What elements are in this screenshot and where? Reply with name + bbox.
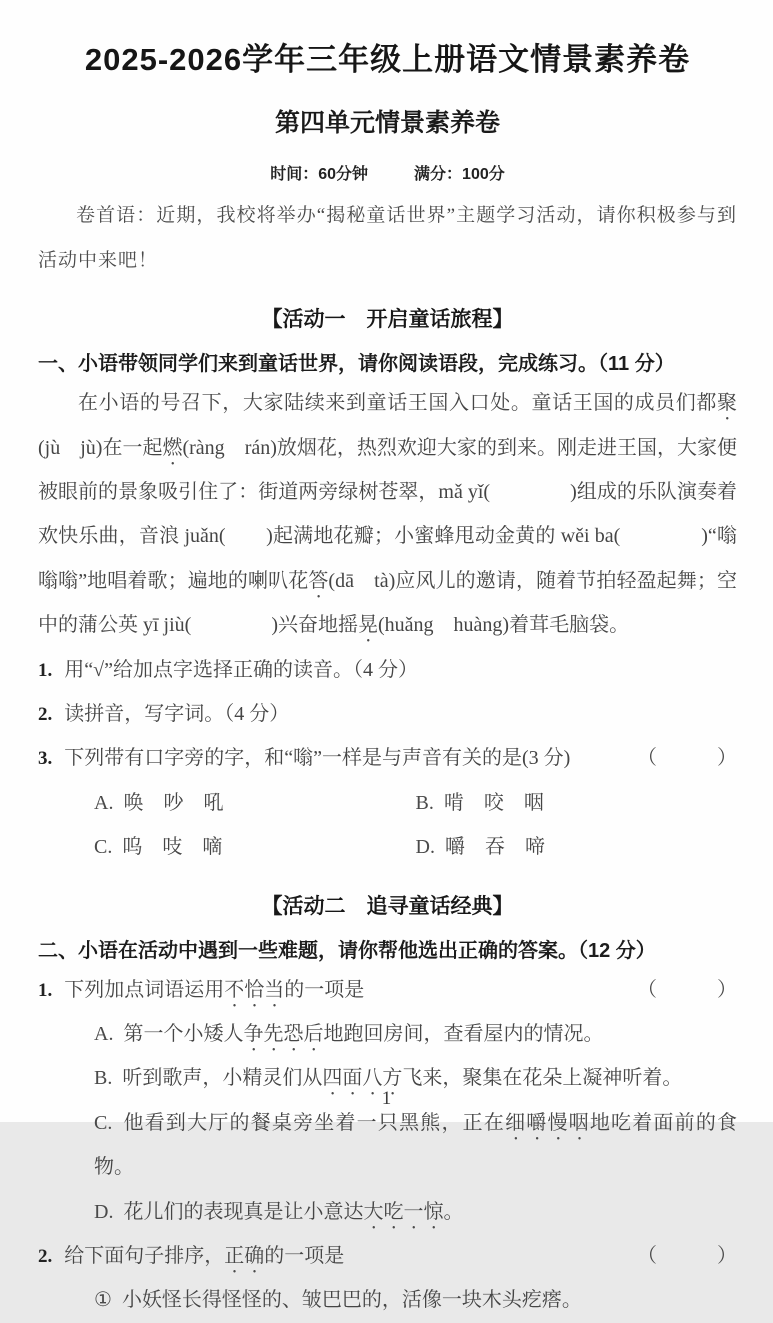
option-text: 听到歌声，小精灵们从四面八方飞来，聚集在花朵上凝神听着。 [122,1067,683,1090]
option-text: 嚼 吞 啼 [444,836,545,859]
sequence-label: ① [94,1289,112,1312]
option-label: C. [94,1111,113,1134]
sequence-item-1 [38,1278,737,1322]
option-label: D. [415,836,435,859]
option-label: D. [94,1200,114,1223]
question-1-3-options [38,781,737,870]
option-text: 唤 吵 吼 [123,791,224,814]
option-b [416,781,738,825]
option-label: A. [94,791,114,814]
question-1-2 [38,692,737,736]
full-score-label: 满分：100分 [414,166,505,183]
activity2-heading: 【活动二 追寻童话经典】 [261,894,514,918]
section2-title: 二、小语在活动中遇到一些难题，请你帮他选出正确的答案。（12 分） [38,939,656,962]
question-1-1 [38,648,737,692]
question-number: 3. [38,748,53,770]
option-text: 他看到大厅的餐桌旁坐着一只黑熊，正在细嚼慢咽地吃着面前的食物。 [94,1111,738,1179]
option-text: 啃 咬 咽 [443,791,544,814]
question-2-2 [38,1234,737,1278]
option-label: A. [94,1022,114,1045]
question-text: 给下面句子排序，正确的一项是 [64,1244,345,1267]
answer-bracket: （ ） [637,747,737,770]
question-number: 2. [38,704,53,726]
question-number: 1. [38,979,53,1001]
question-number: 1. [38,659,53,681]
option-c [38,1101,737,1190]
option-label: B. [415,791,434,814]
option-c [94,825,416,869]
question-text: 用“√”给加点字选择正确的读音。（4 分） [64,658,418,681]
option-text: 呜 吱 嘀 [122,836,223,859]
answer-bracket: （ ） [637,978,737,1001]
question-number: 2. [38,1245,53,1267]
question-2-1 [38,968,737,1012]
question-text: 下列加点词语运用不恰当的一项是 [64,978,365,1001]
page-number: 1 [381,1088,392,1109]
time-limit-label: 时间：60分钟 [270,166,369,183]
option-d [38,1190,737,1234]
exam-meta [38,161,737,184]
option-label: B. [94,1067,113,1090]
reading-passage: 在小语的号召下，大家陆续来到童话王国入口处。童话王国的成员们都聚(jù jù)在一起燃(ràng rán)放烟花，热烈欢迎大家的到来。刚走进王国，大家便被眼前的景象吸引住了：街道两旁绿树苍翠，mǎ yǐ( )组成的乐队演奏着欢快乐曲，音浪 juǎn( )起满地花瓣；小蜜蜂甩动金黄的 wěi ba( )“嗡嗡嗡”地唱着歌；遍地的喇叭花答(dā tà)应风儿的邀请，随着节拍轻盈起舞；空中的蒲公英 yī jiù( )兴奋地摇晃(huǎng huàng)着茸毛脑袋。 [38,392,738,637]
question-text: 读拼音，写字词。（4 分） [64,703,290,726]
option-text: 花儿们的表现真是让小意达大吃一惊。 [123,1200,464,1223]
exam-foreword: 卷首语：近期，我校将举办“揭秘童话世界”主题学习活动，请你积极参与到活动中来吧！ [38,205,737,271]
option-a [94,781,416,825]
sequence-text: 小妖怪长得怪怪的、皱巴巴的，活像一块木头疙瘩。 [121,1289,582,1312]
activity1-heading: 【活动一 开启童话旅程】 [261,308,514,332]
option-text: 第一个小矮人争先恐后地跑回房间，查看屋内的情况。 [123,1022,604,1045]
question-text: 下列带有口字旁的字，和“嗡”一样是与声音有关的是(3 分) [64,747,571,770]
exam-title: 2025-2026学年三年级上册语文情景素养卷 [84,42,691,77]
option-a [38,1012,737,1056]
exam-subtitle: 第四单元情景素养卷 [274,109,500,137]
section1-title: 一、小语带领同学们来到童话世界，请你阅读语段，完成练习。（11 分） [38,353,675,376]
question-1-3 [38,736,737,780]
answer-bracket: （ ） [637,1244,737,1267]
option-label: C. [94,836,113,859]
option-d [416,825,738,869]
